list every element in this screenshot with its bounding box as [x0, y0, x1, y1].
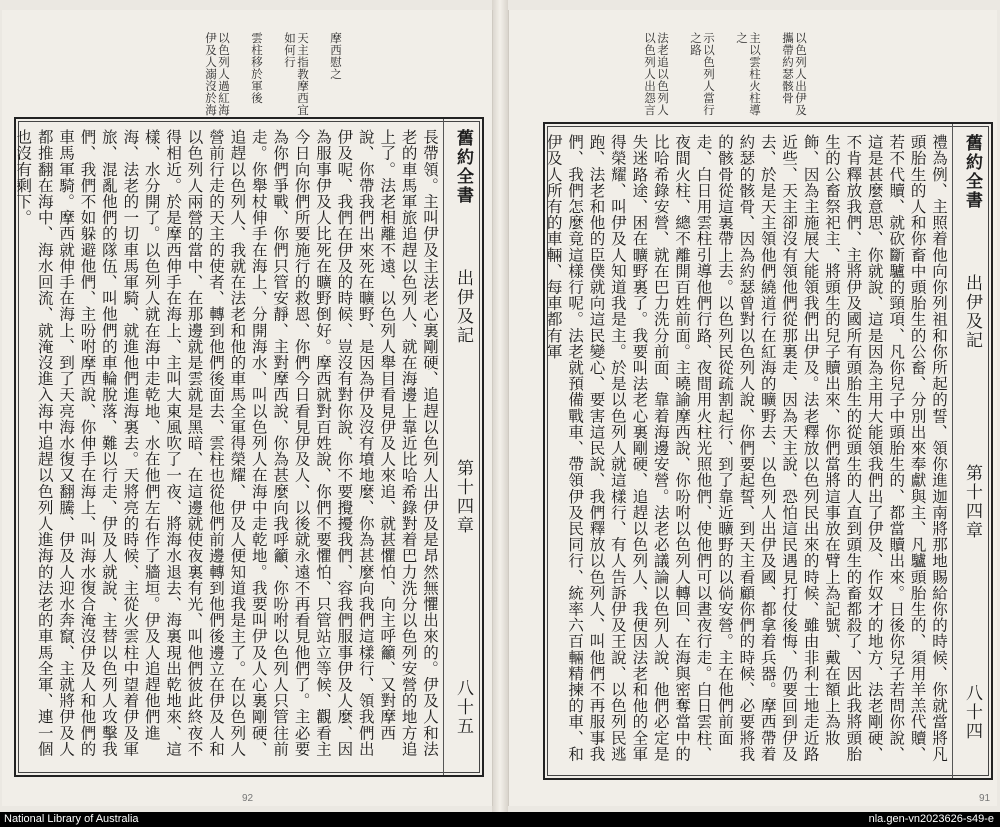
head-note: 以色列人過紅海伊及人溺沒於海 [204, 32, 231, 116]
left-running-header [443, 119, 482, 775]
running-title: 舊約全書 [453, 129, 473, 205]
left-head-notes [204, 32, 342, 117]
head-note: 法老追以色列人以色列人出怨言 [643, 32, 670, 116]
head-note: 主以雲柱火柱導之 [735, 32, 762, 116]
identifier-label: nla.gen-vn2023626-s49-e [868, 813, 994, 825]
pencil-mark: 92 [242, 793, 254, 804]
chapter-label: 第十四章 [453, 459, 473, 535]
right-page [508, 10, 997, 806]
catalog-footer [0, 812, 1000, 827]
body-paragraph: 禮為例、主照着他向你列祖和你所起的誓、領你進迦南將那地賜給你的時候、你就當將凡頭胎生的人和你畜中頭胎生的公畜、分別出來奉獻與主、凡驢頭胎生的、須用羊羔代贖、若不代贖、就砍斷驢的頸項、凡你兒子中頭胎生的、都當贖出來。日後你兒子若問你說、這是甚麼意思、你就說、這是因為主用大能領我們出了伊及、作奴才的地方、法老剛硬、不肯釋放我們、主將伊及國所有頭胎生的從頭生的人直到頭生的畜都殺了、因此我將頭胎生的公畜祭祀主、將頭生的兒子贖出來、你們當將這事放在臂上為記號、戴在額上為妝飾、因為主施展大能領我們出伊及。法老釋放以色列民出來的時候、雖由非利士地走近路近些、天主卻沒有領他們從那裏走、因為天主說、恐怕這民遇見打仗後悔、仍要回到伊及去、於是天主領他們繞道行在紅海的曠野去、以色列人出伊及國、都拿着兵器。摩西帶着約瑟的骸骨、因為約瑟曾對以色列人說、你們要起誓、到天主看顧你們的時候、必要將我的骸骨從這裏帶上去。以色列民從疏割起行、到了靠近曠野的以倘安營。主在他們前面走、白日用雲柱引導他們行路、夜間用火柱光照他們、使他們可以晝夜行走。白日雲柱、夜間火柱、總不離開百姓前面。主曉諭摩西說、你吩咐以色列人轉回、在海與密奪當中的比哈希錄安營、就在巴力洗分前面、靠着海邊安營。法老必議論以色列人說、他們必定是失迷路途、困在曠野裏了。我要叫法老心裏剛硬、追趕以色列人、我便因法老和他的全軍得榮耀、叫伊及人知道我是主。於是以色列人就這樣行、有人告訴伊及王說、以色列民逃跑、法老和他的臣僕就向這民變心、要害這民說、我們釋放以色列人、叫他們不再服事我們、我們怎麼竟這樣行呢。法老就預備戰車、帶領伊及民同行、統率六百輛精揀的車、和伊及人所有的車輛、每車都有軍 [544, 134, 948, 762]
page-number: 八十四 [962, 684, 982, 741]
right-text-frame [543, 122, 993, 780]
book-title: 出伊及記 [962, 274, 982, 350]
chapter-label: 第十四章 [962, 464, 982, 540]
book-gutter [492, 0, 508, 812]
right-head-notes [643, 32, 807, 117]
right-running-header [952, 124, 991, 778]
left-body-text [14, 129, 440, 765]
head-note: 示以色列人當行之路 [689, 32, 716, 116]
right-body-text [544, 134, 949, 768]
source-label: National Library of Australia [4, 813, 139, 825]
head-note: 以色列人出伊及攜帶約瑟骸骨 [781, 32, 808, 116]
head-note: 天主指教摩西宜如何行 [283, 32, 310, 116]
book-title: 出伊及記 [453, 269, 473, 345]
head-note: 摩西慰之 [329, 32, 343, 80]
head-note: 雲柱移於軍後 [250, 32, 264, 104]
body-paragraph: 長帶領。主叫伊及主法老心裏剛硬、追趕以色列人出伊及是昂然無懼出來的。伊及人和法老的車馬軍旅追趕以色列人、就在海邊上靠近比哈希錄對着巴力洗分以色列安營的地方追上了。法老相離不遠、以色列人舉目看見伊及人來追、就甚懼怕、向主呼籲、又對摩西說、你帶我們出來死在曠野、是因為伊及沒有墳地麼、你為甚麼向我們這樣行、領我們出伊及呢、我們在伊及的時候、豈沒有對你說、你不要攪擾我們、容我們服事伊及人麼、因為服事伊及人比死在曠野倒好。摩西就對百姓說、你們不要懼怕、只管站立等候、觀看主今日向你們所要施行的救恩、你們今日看見伊及人、以後就永遠不再看見他們了。主必要為你們爭戰、你們只管安靜、主對摩西說、你為甚麼向我呼籲、你吩咐以色列人只管往前走。你舉杖伸手在海上、分開海水、叫以色列人在海中走乾地。我要叫伊及人心裏剛硬、追趕以色列人、我就在法老和他的車馬全軍得榮耀、伊及人便知道我是主了。在以色列人營前行走的天主的使者、轉到他們後面去、雲柱也從他們前邊轉到他們後邊立在伊及人和以色列人兩營的當中、在那邊就是雲就是黑暗、在這邊就使夜裏有光、叫他們彼此終夜不得相近。於是摩西伸手在海上、主叫大東風吹了一夜、將海水退去、海裏現出乾地來、這樣、水分開了。以色列人就在海中走乾地、水在他們左右作了牆垣。伊及人追趕他們進海、法老的一切車馬軍騎、就進他們進海裏去。天將亮的時候、主從火雲柱中望着伊及軍旅、混亂他們的隊伍、叫他們的車輪脫落、難以行走、伊及人就說、主替以色列人攻擊我們、我們不如躲避他們、主吩咐摩西說、你伸手在海上、叫海水復合淹沒伊及人和他們的車馬軍騎。摩西就伸手在海上、到了天亮海水復又翻騰、伊及人迎水奔竄、主就將伊及人都推翻在海中、海水回流、就淹沒進入海中追趕以色列人進海的法老的車馬全軍、連一個也沒有剩下。 [14, 129, 439, 757]
running-title: 舊約全書 [962, 134, 982, 210]
page-number: 八十五 [453, 679, 473, 736]
left-text-frame [14, 117, 484, 777]
left-page [2, 10, 493, 806]
pencil-mark: 91 [979, 793, 991, 804]
